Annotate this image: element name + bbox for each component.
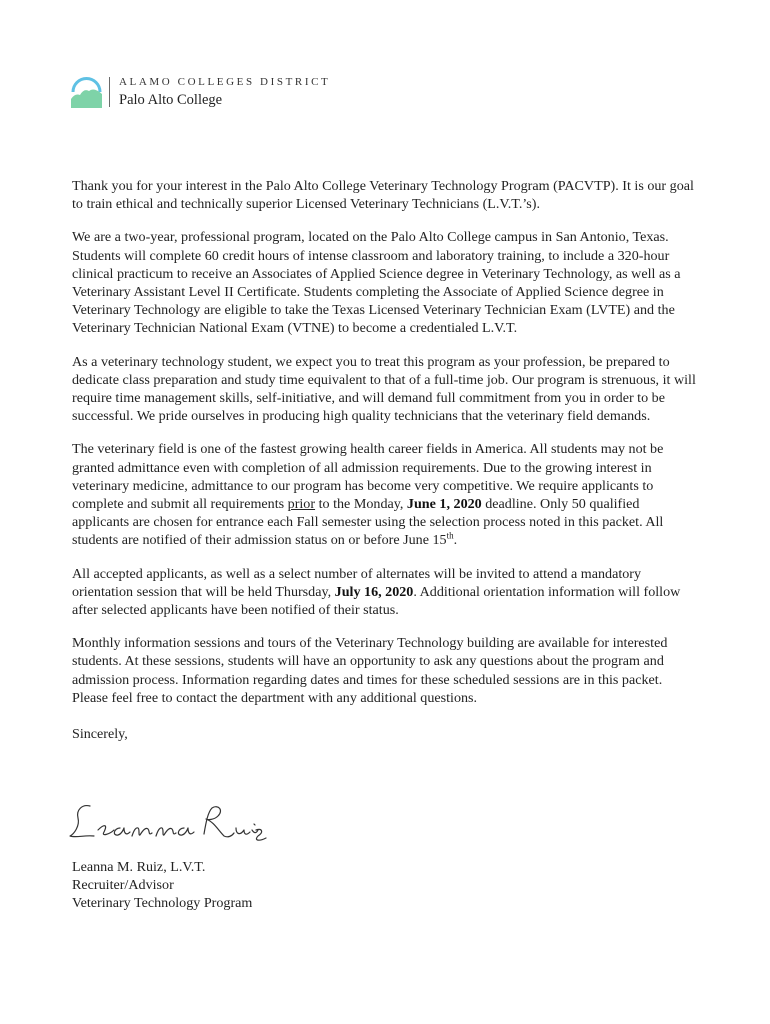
signature-block [72,858,252,913]
admission-deadline: June 1, 2020 [406,496,482,513]
admission-text-b: to the Monday, [315,496,407,513]
letter-body [72,177,700,758]
admission-sup: th [446,530,454,541]
orientation-text-a: All accepted applicants, as well as a select number of alternates will be invited to attend a mandatory orientation session that will be held Thursday, [72,565,642,600]
closing: Sincerely, [72,726,128,743]
college-logo [71,75,330,109]
paragraph-intro: Thank you for your interest in the Palo Alto College Veterinary Technology Program (PACVTP). It is our goal to train ethical and technically superior Licensed Veterinary Technicians (L.V.T.’s). [72,178,694,213]
paragraph-orientation [72,565,700,620]
admission-text-d: . [453,532,458,549]
admission-text-c: deadline. Only 50 qualified applicants are chosen for entrance each Fall semester using the selection process noted in this packet. All students are notified of their admission status on or before June 15 [72,496,664,549]
signer-title: Recruiter/Advisor [72,877,174,894]
admission-prior: prior [287,496,316,513]
college-name: Palo Alto College [119,91,223,108]
paragraph-sessions: Monthly information sessions and tours of the Veterinary Technology building are available for interested students. At these sessions, students will have an opportunity to ask any questions about the program and admission process. Information regarding dates and times for these scheduled sessions are in this packet. Please feel free to contact the department with any additional questions. [72,635,668,706]
paragraph-admission [72,440,700,549]
signer-department: Veterinary Technology Program [72,895,253,912]
signer-name: Leanna M. Ruiz, L.V.T. [72,859,206,875]
mountain-sun-icon [71,77,102,108]
orientation-date: July 16, 2020 [334,583,414,600]
signature-image [68,800,268,844]
admission-text-a: The veterinary field is one of the fastest growing health career fields in America. All students may not be granted admittance even with completion of all admission requirements. Due to the growing interest in veterinary medicine, admittance to our program has become very competitive. We require applicants to complete and submit all requirements [72,441,664,513]
logo-divider [109,77,110,107]
paragraph-program: We are a two-year, professional program, located on the Palo Alto College campus in San Antonio, Texas. Students will complete 60 credit hours of intense classroom and laboratory training, to include a 320-hour clinical practicum to receive an Associates of Applied Science degree in Veterinary Technology, as well as a Veterinary Assistant Level II Certificate. Students completing the Associate of Applied Science degree in Veterinary Technology are eligible to take the Texas Licensed Veterinary Technician Exam (LVTE) and the Veterinary Technician National Exam (VTNE) to become a credentialed L.V.T. [72,229,681,337]
orientation-text-b: . Additional orientation information will follow after selected applicants have been notified of their status. [72,583,681,619]
paragraph-expectations: As a veterinary technology student, we expect you to treat this program as your profession, be prepared to dedicate class preparation and study time equivalent to that of a full-time job. Our program is strenuous, it will require time management skills, self-initiative, and will demand full commitment from you in order to be successful. We pride ourselves in producing high quality technicians that the veterinary field demands. [72,353,696,425]
district-name: ALAMO COLLEGES DISTRICT [119,75,331,88]
logo-text [119,76,330,109]
